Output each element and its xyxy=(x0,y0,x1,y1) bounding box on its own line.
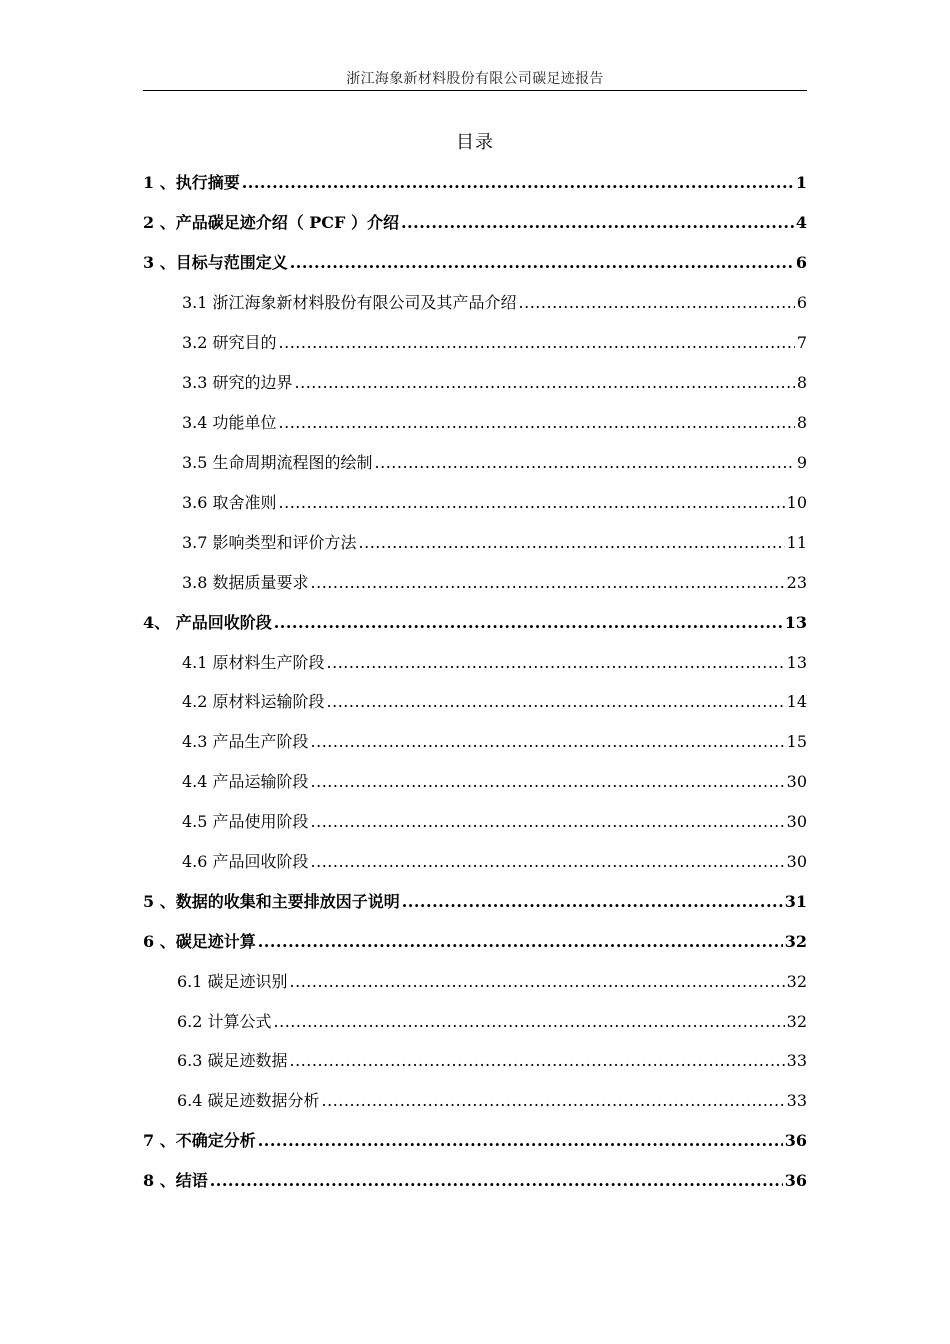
toc-leader-dots xyxy=(359,533,785,552)
toc-entry-page: 36 xyxy=(784,1131,807,1150)
toc-entry-label: 3.5 生命周期流程图的绘制 xyxy=(182,453,373,472)
toc-leader-dots xyxy=(311,852,785,871)
toc-entry-page: 13 xyxy=(786,653,807,672)
toc-entry-page: 30 xyxy=(786,772,807,791)
page-header xyxy=(143,62,807,91)
header-title: 浙江海象新材料股份有限公司碳足迹报告 xyxy=(346,71,604,87)
toc-entry-page: 6 xyxy=(795,253,807,272)
toc-entry-label: 6.1 碳足迹识别 xyxy=(177,972,288,991)
toc-entry-label: 6.3 碳足迹数据 xyxy=(177,1051,288,1070)
toc-leader-dots xyxy=(311,772,785,791)
toc-entry-label: 4.1 原材料生产阶段 xyxy=(182,653,325,672)
toc-entry-page: 7 xyxy=(796,333,807,352)
toc-entry-page: 15 xyxy=(786,732,807,751)
toc-entry-4-6[interactable] xyxy=(182,849,807,875)
toc-leader-dots xyxy=(519,293,795,312)
toc-entry-3-7[interactable] xyxy=(182,530,807,556)
toc-entry-label: 3.8 数据质量要求 xyxy=(182,573,309,592)
toc-entry-3-3[interactable] xyxy=(182,370,807,396)
toc-leader-dots xyxy=(401,213,794,232)
toc-entry-page: 32 xyxy=(786,1012,807,1031)
toc-entry-label: 3 、目标与范围定义 xyxy=(143,253,288,272)
toc-title: 目录 xyxy=(456,132,494,153)
toc-entry-page: 23 xyxy=(786,573,807,592)
toc-entry-1[interactable] xyxy=(143,170,807,196)
toc-entry-page: 8 xyxy=(796,413,807,432)
toc-entry-page: 11 xyxy=(786,533,807,552)
toc-entry-page: 1 xyxy=(795,173,807,192)
toc-entry-6[interactable] xyxy=(143,929,807,955)
toc-entry-label: 4.4 产品运输阶段 xyxy=(182,772,309,791)
toc-leader-dots xyxy=(311,573,785,592)
toc-entry-page: 32 xyxy=(786,972,807,991)
toc-entry-3-6[interactable] xyxy=(182,490,807,516)
toc-entry-5[interactable] xyxy=(143,889,807,915)
toc-leader-dots xyxy=(290,253,794,272)
toc-entry-label: 4.6 产品回收阶段 xyxy=(182,852,309,871)
toc-leader-dots xyxy=(274,1012,785,1031)
toc-leader-dots xyxy=(311,732,785,751)
toc-entry-3-1[interactable] xyxy=(182,290,807,316)
toc-entry-4-4[interactable] xyxy=(182,769,807,795)
toc-entry-3-4[interactable] xyxy=(182,410,807,436)
toc-entry-6-1[interactable] xyxy=(177,969,807,995)
toc-entry-label: 4.3 产品生产阶段 xyxy=(182,732,309,751)
toc-entry-page: 36 xyxy=(784,1171,807,1190)
toc-leader-dots xyxy=(210,1171,783,1190)
toc-entry-label: 3.1 浙江海象新材料股份有限公司及其产品介绍 xyxy=(182,293,517,312)
toc-entry-3-8[interactable] xyxy=(182,570,807,596)
toc-entry-label: 4、 产品回收阶段 xyxy=(143,613,272,632)
toc-entry-2[interactable] xyxy=(143,210,807,236)
toc-entry-6-3[interactable] xyxy=(177,1048,807,1074)
toc-leader-dots xyxy=(258,932,783,951)
toc-entry-label: 7 、不确定分析 xyxy=(143,1131,256,1150)
toc-entry-label: 3.4 功能单位 xyxy=(182,413,277,432)
toc-entry-label: 6.4 碳足迹数据分析 xyxy=(177,1091,320,1110)
toc-entry-3[interactable] xyxy=(143,250,807,276)
toc-entry-4-2[interactable] xyxy=(182,689,807,715)
toc-entry-page: 31 xyxy=(784,892,807,911)
toc-entry-4-3[interactable] xyxy=(182,729,807,755)
toc-leader-dots xyxy=(295,373,795,392)
toc-leader-dots xyxy=(279,413,795,432)
toc-entry-label: 2 、产品碳足迹介绍（ PCF ）介绍 xyxy=(143,213,399,232)
toc-entry-8[interactable] xyxy=(143,1168,807,1194)
toc-entry-page: 6 xyxy=(796,293,807,312)
toc-entry-4-1[interactable] xyxy=(182,650,807,676)
toc-entry-label: 3.2 研究目的 xyxy=(182,333,277,352)
toc-entry-page: 4 xyxy=(795,213,807,232)
toc-entry-page: 14 xyxy=(786,692,807,711)
toc-entry-6-4[interactable] xyxy=(177,1088,807,1114)
toc-entry-page: 10 xyxy=(786,493,807,512)
toc-leader-dots xyxy=(322,1091,785,1110)
toc-leader-dots xyxy=(258,1131,783,1150)
toc-leader-dots xyxy=(402,892,783,911)
toc-entry-page: 13 xyxy=(784,613,807,632)
toc-entry-page: 30 xyxy=(786,812,807,831)
toc-entry-label: 3.7 影响类型和评价方法 xyxy=(182,533,357,552)
toc-entry-page: 33 xyxy=(786,1051,807,1070)
toc-leader-dots xyxy=(327,653,785,672)
toc-entry-label: 8 、结语 xyxy=(143,1171,208,1190)
toc-leader-dots xyxy=(274,613,783,632)
toc-leader-dots xyxy=(279,333,795,352)
toc-leader-dots xyxy=(290,972,785,991)
toc-entry-label: 4.5 产品使用阶段 xyxy=(182,812,309,831)
toc-entry-6-2[interactable] xyxy=(177,1009,807,1035)
toc-leader-dots xyxy=(290,1051,785,1070)
toc-entry-7[interactable] xyxy=(143,1128,807,1154)
toc-entry-page: 9 xyxy=(796,453,807,472)
toc-entry-label: 3.6 取舍准则 xyxy=(182,493,277,512)
toc-leader-dots xyxy=(279,493,785,512)
toc-entry-page: 33 xyxy=(786,1091,807,1110)
toc-entry-page: 32 xyxy=(784,932,807,951)
toc-entry-label: 6.2 计算公式 xyxy=(177,1012,272,1031)
toc-entry-page: 8 xyxy=(796,373,807,392)
toc-leader-dots xyxy=(327,692,785,711)
toc-entry-4-5[interactable] xyxy=(182,809,807,835)
toc-leader-dots xyxy=(311,812,785,831)
toc-entry-3-5[interactable] xyxy=(182,450,807,476)
toc-entry-3-2[interactable] xyxy=(182,330,807,356)
toc-entry-4[interactable] xyxy=(143,610,807,636)
toc-leader-dots xyxy=(375,453,795,472)
toc-entry-label: 1 、执行摘要 xyxy=(143,173,240,192)
toc-entry-label: 3.3 研究的边界 xyxy=(182,373,293,392)
toc-entry-page: 30 xyxy=(786,852,807,871)
toc-entry-label: 4.2 原材料运输阶段 xyxy=(182,692,325,711)
toc-entry-label: 6 、碳足迹计算 xyxy=(143,932,256,951)
toc-leader-dots xyxy=(242,173,794,192)
toc-entry-label: 5 、数据的收集和主要排放因子说明 xyxy=(143,892,400,911)
